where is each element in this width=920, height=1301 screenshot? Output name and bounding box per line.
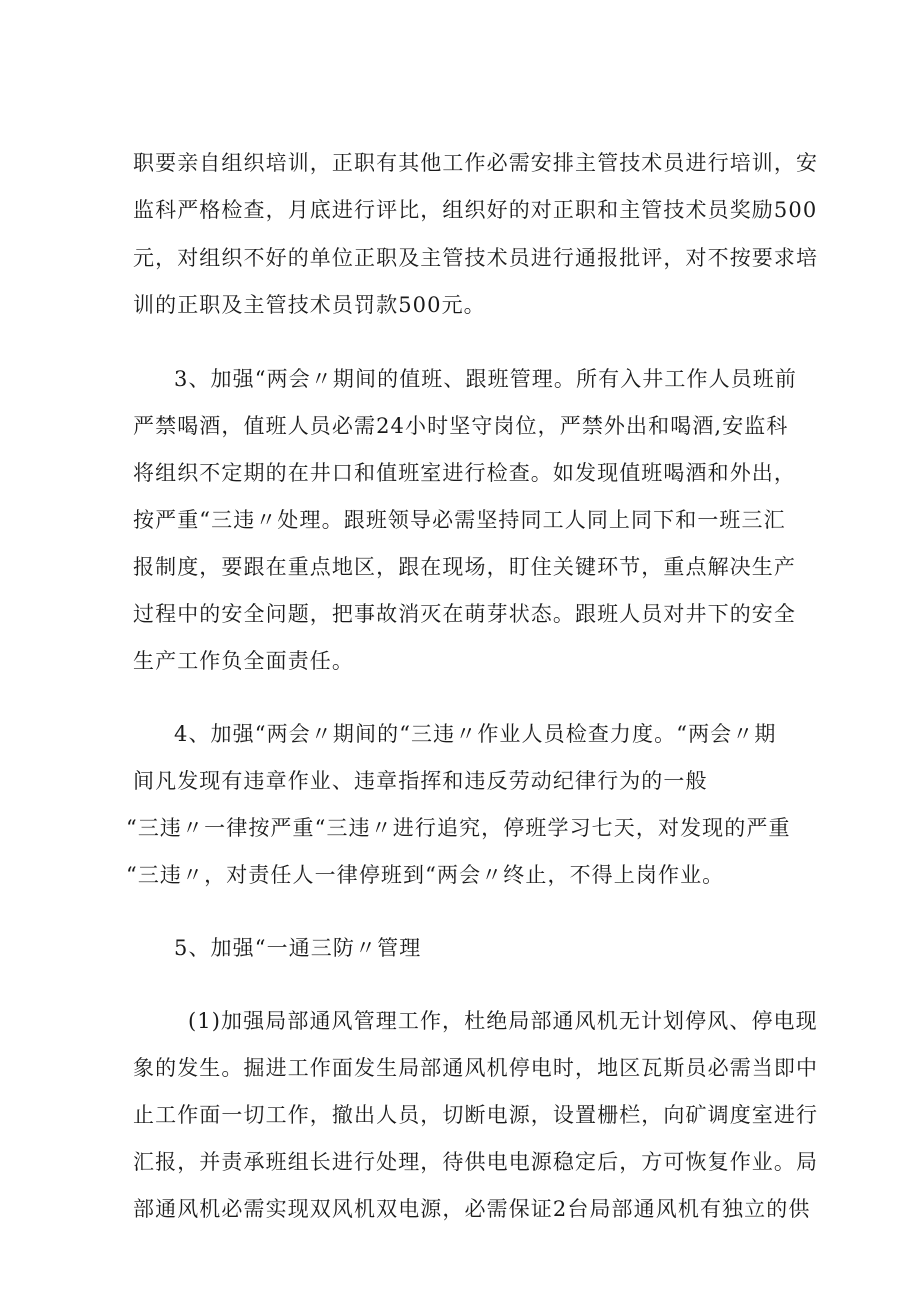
body-text-line: 严禁喝酒，值班人员必需24小时坚守岗位，严禁外出和喝酒,安监科 xyxy=(133,414,789,438)
body-text-line: 3、加强“两会〃期间的值班、跟班管理。所有入井工作人员班前 xyxy=(174,367,797,391)
body-text-line: 生产工作负全面责任。 xyxy=(133,649,354,673)
body-text-line: 训的正职及主管技术员罚款500元。 xyxy=(133,293,486,317)
body-text-line: (1)加强局部通风管理工作，杜绝局部通风机无计划停风、停电现 xyxy=(188,1009,818,1033)
body-text-line: 将组织不定期的在井口和值班室进行检查。如发现值班喝酒和外出， xyxy=(133,461,796,485)
body-text-line: 元，对组织不好的单位正职及主管技术员进行通报批评，对不按要求培 xyxy=(133,246,819,270)
body-text-line: 职要亲自组织培训，正职有其他工作必需安排主管技术员进行培训，安 xyxy=(133,151,819,175)
body-text-line: 4、加强“两会〃期间的“三违〃作业人员检查力度。“两会〃期 xyxy=(174,722,777,746)
body-text-line: 间凡发现有违章作业、违章指挥和违反劳动纪律行为的一般 xyxy=(133,769,708,793)
body-text-line: 部通风机必需实现双风机双电源，必需保证2台局部通风机有独立的供 xyxy=(133,1197,811,1221)
body-text-line: 止工作面一切工作，撤出人员，切断电源，设置栅栏，向矿调度室进行 xyxy=(133,1103,819,1127)
body-text-line: “三违〃一律按严重“三违〃进行追究，停班学习七天，对发现的严重 xyxy=(126,816,791,840)
body-text-line: 过程中的安全问题，把事故消灭在萌芽状态。跟班人员对井下的安全 xyxy=(133,602,796,626)
body-text-line: 象的发生。掘进工作面发生局部通风机停电时，地区瓦斯员必需当即中 xyxy=(133,1056,819,1080)
body-text-line: 按严重“三违〃处理。跟班领导必需坚持同工人同上同下和一班三汇 xyxy=(133,508,786,532)
body-text-line: 监科严格检查，月底进行评比，组织好的对正职和主管技术员奖励500 xyxy=(133,198,818,222)
body-text-line: “三违〃，对责任人一律停班到“两会〃终止，不得上岗作业。 xyxy=(126,863,725,887)
body-text-line: 报制度，要跟在重点地区，跟在现场，盯住关键环节，重点解决生产 xyxy=(133,555,796,579)
body-text-line: 汇报，并责承班组长进行处理，待供电电源稳定后，方可恢复作业。局 xyxy=(133,1150,819,1174)
body-text-line: 5、加强“一通三防〃管理 xyxy=(174,936,422,960)
